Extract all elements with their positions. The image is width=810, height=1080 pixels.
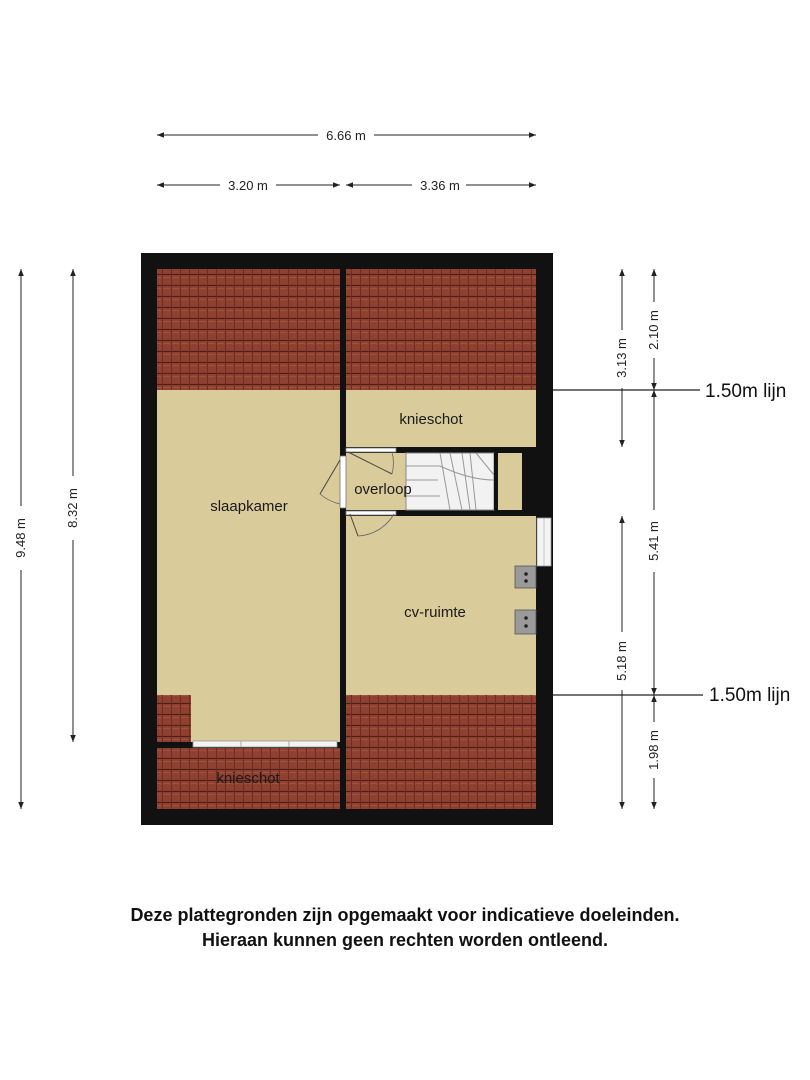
dim-total-depth bbox=[13, 269, 28, 809]
window-bottom bbox=[193, 741, 337, 747]
line-150-upper-label: 1.50m lijn bbox=[705, 381, 787, 402]
dim-right-bottom-outer-label: 1.98 m bbox=[646, 730, 661, 770]
boiler-1-icon bbox=[515, 566, 536, 588]
dim-right-bottom-outer bbox=[646, 695, 661, 809]
dim-right-middle-outer-label: 5.41 m bbox=[646, 521, 661, 561]
line-150-upper bbox=[553, 381, 786, 402]
roof-corner-left bbox=[157, 695, 191, 742]
wall-vertical-center bbox=[340, 269, 346, 809]
slaapkamer-floor-lower bbox=[191, 695, 340, 742]
dim-total-depth-label: 9.48 m bbox=[13, 518, 28, 558]
dim-left-width bbox=[157, 178, 340, 193]
roof-top-left bbox=[157, 269, 340, 390]
dim-right-top-label: 3.13 m bbox=[614, 338, 629, 378]
wall-overloop-right bbox=[522, 447, 536, 516]
dim-right-middle-outer bbox=[646, 390, 661, 695]
line-150-lower bbox=[553, 685, 790, 706]
staircase bbox=[406, 453, 498, 510]
dim-inner-depth bbox=[65, 269, 80, 742]
room-label-knieschot-bottom: knieschot bbox=[216, 770, 280, 787]
dim-right-width-label: 3.36 m bbox=[420, 178, 460, 193]
dim-right-top-outer bbox=[646, 269, 661, 390]
dim-right-top bbox=[614, 269, 629, 447]
overloop-side-floor bbox=[496, 453, 522, 510]
room-label-overloop: overloop bbox=[354, 481, 412, 498]
room-label-knieschot-top: knieschot bbox=[399, 411, 463, 428]
dim-total-width-label: 6.66 m bbox=[326, 128, 366, 143]
dim-left-width-label: 3.20 m bbox=[228, 178, 268, 193]
roof-top-right bbox=[346, 269, 536, 390]
window-right bbox=[537, 518, 551, 566]
slaapkamer-floor bbox=[157, 390, 340, 695]
line-150-lower-label: 1.50m lijn bbox=[709, 685, 791, 706]
room-label-cv-ruimte: cv-ruimte bbox=[404, 604, 466, 621]
room-label-slaapkamer: slaapkamer bbox=[210, 498, 288, 515]
dim-right-bottom-label: 5.18 m bbox=[614, 641, 629, 681]
dim-right-width bbox=[346, 178, 536, 193]
roof-bottom-right bbox=[346, 695, 536, 809]
disclaimer-line-1: Deze plattegronden zijn opgemaakt voor indicatieve doeleinden. bbox=[130, 905, 680, 925]
dim-inner-depth-label: 8.32 m bbox=[65, 488, 80, 528]
dim-right-top-outer-label: 2.10 m bbox=[646, 310, 661, 350]
boiler-2-icon bbox=[515, 610, 536, 634]
dim-total-width bbox=[157, 128, 536, 143]
dim-right-bottom bbox=[614, 516, 629, 809]
disclaimer-line-2: Hieraan kunnen geen rechten worden ontleend. bbox=[201, 930, 609, 950]
